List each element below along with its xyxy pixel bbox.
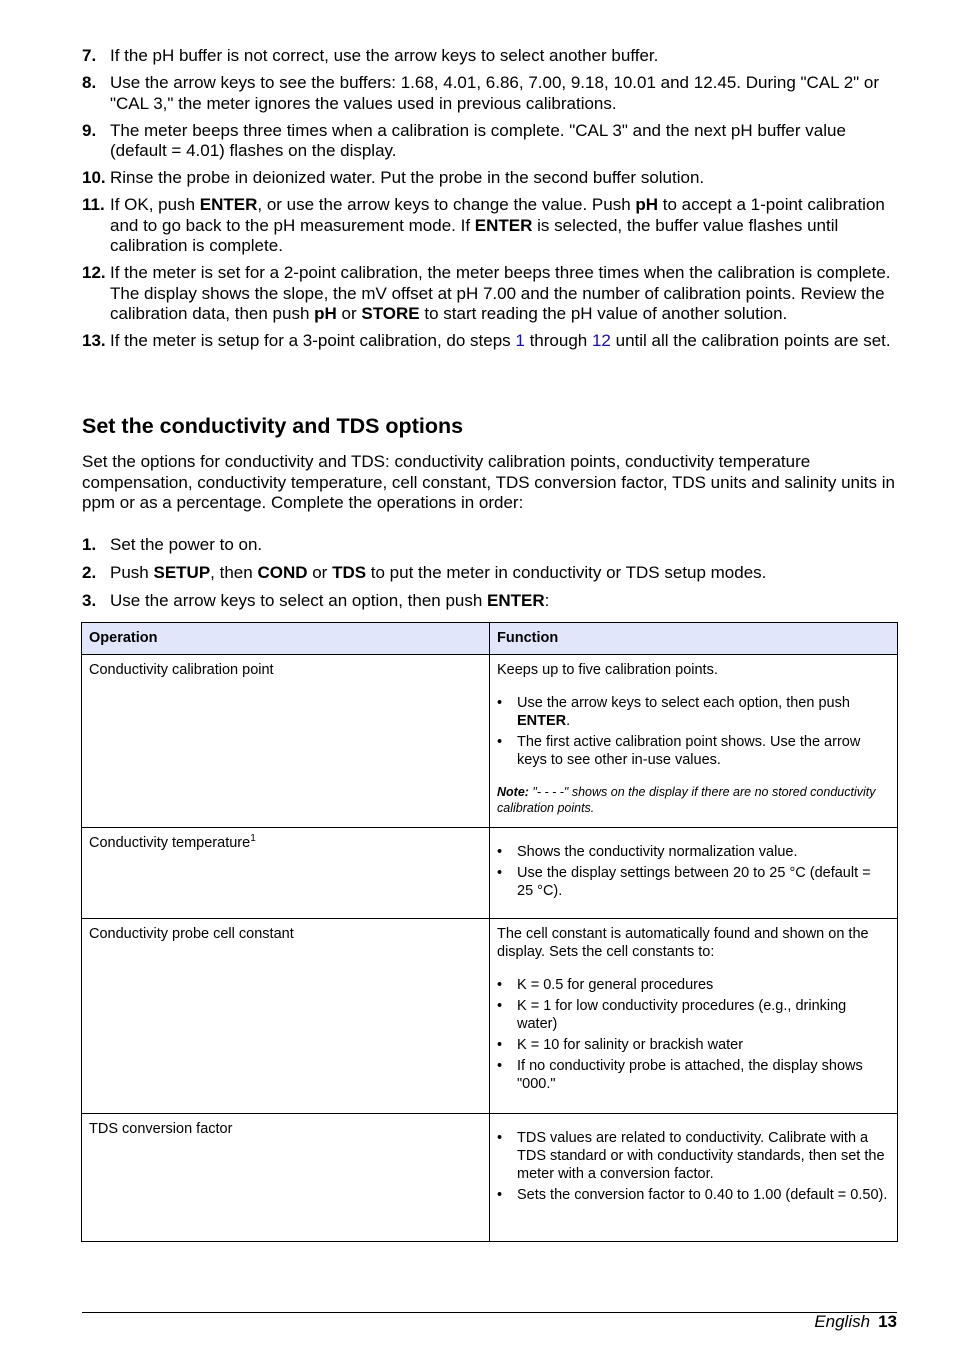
step-number: 7. [82,46,97,65]
key-enter: ENTER [474,215,533,235]
function-lead: The cell constant is automatically found and shown on the display. Sets the cell constants to: [497,926,869,960]
step-item [82,563,897,584]
key-enter: ENTER [487,591,545,610]
function-cell [490,828,898,919]
footer-language: English [814,1312,871,1331]
step-text: If OK, push ENTER, or use the arrow keys to change the value. Push pH to accept a 1-point calibration and to go back to the pH measurement mode. If ENTER is selected, the buffer value flashes until calibration is complete. [110,195,885,255]
step-item [82,73,897,114]
step-12-link[interactable]: 12 [591,331,611,350]
operation-cell: Conductivity probe cell constant [82,919,490,1114]
step-text: If the meter is setup for a 3-point calibration, do steps 1 through 12 until all the calibration points are set. [110,331,891,350]
section-intro: Set the options for conductivity and TDS: conductivity calibration points, conductivity temperature compensation, conductivity temperature, cell constant, TDS conversion factor, TDS units and salinity units in ppm or as a percentage. Complete the operations in order: [82,452,895,512]
step-text: The meter beeps three times when a calibration is complete. "CAL 3" and the next pH buffer value (default = 4.01) flashes on the display. [110,120,846,160]
function-cell [490,1114,898,1242]
bullet-item: • Use the arrow keys to select each option, then push ENTER. [497,695,850,729]
step-item [82,263,897,325]
step-item [82,591,897,612]
bullet-item: • K = 1 for low conductivity procedures (e.g., drinking water) [497,998,847,1032]
page-number: 13 [878,1312,897,1331]
key-setup: SETUP [153,563,211,582]
calibration-steps-list [82,46,897,358]
function-bullets [497,1129,890,1204]
footnote-marker: 1 [250,833,256,845]
step-number: 10. [82,168,106,187]
table-row [82,828,898,919]
bullet-item: • Shows the conductivity normalization value. [497,844,798,860]
bullet-item: • TDS values are related to conductivity. Calibrate with a TDS standard or with conductivity standards, then set the meter with a conversion factor. [497,1130,885,1182]
page-footer [814,1312,897,1332]
step-number: 9. [82,120,97,140]
note-text: "- - - -" shows on the display if there are no stored conductivity calibration points. [497,785,876,815]
step-number: 3. [82,591,97,610]
key-ph: pH [314,304,337,323]
step-text: Set the power to on. [110,535,263,554]
step-item [82,331,897,352]
step-number: 11. [82,195,105,214]
key-store: STORE [361,304,420,323]
function-bullets [497,694,890,769]
step-item [82,168,897,189]
function-bullets [497,843,890,900]
function-lead: Keeps up to five calibration points. [497,662,718,678]
column-header-operation: Operation [82,623,490,655]
step-number: 8. [82,73,97,92]
bullet-item: • The first active calibration point shows. Use the arrow keys to see other in-use values. [497,734,861,768]
bullet-item: • K = 0.5 for general procedures [497,977,714,993]
step-1-link[interactable]: 1 [515,331,525,350]
key-enter: ENTER [199,195,258,214]
key-ph: pH [635,195,659,214]
table-header-row [82,623,898,655]
key-enter: ENTER [517,713,567,729]
function-cell [490,919,898,1114]
note-label: Note: [497,785,529,799]
step-item [82,121,897,162]
step-item [82,535,897,556]
key-tds: TDS [332,563,367,582]
operation-cell: TDS conversion factor [82,1114,490,1242]
step-text: Push SETUP, then COND or TDS to put the meter in conductivity or TDS setup modes. [110,563,767,582]
operation-cell: Conductivity temperature$^1$ [82,828,490,919]
table-row [82,919,898,1114]
step-number: 12. [82,263,106,282]
bullet-item: • K = 10 for salinity or brackish water [497,1037,744,1053]
section-heading: Set the conductivity and TDS options [82,414,464,438]
bullet-item: • Use the display settings between 20 to 25 °C (default = 25 °C). [497,865,871,899]
footer-divider [82,1312,897,1313]
step-number: 2. [82,563,97,582]
options-table [81,622,898,1242]
bullet-item: • If no conductivity probe is attached, the display shows "000." [497,1058,863,1092]
function-cell [490,655,898,828]
bullet-item: • Sets the conversion factor to 0.40 to 1.00 (default = 0.50). [497,1187,888,1203]
step-item [82,46,897,67]
key-cond: COND [257,563,308,582]
step-text: Use the arrow keys to see the buffers: 1.68, 4.01, 6.86, 7.00, 9.18, 10.01 and 12.45. During "CAL 2" or "CAL 3," the meter ignores the values used in previous calibrations. [110,73,880,113]
note [497,784,890,816]
table-row [82,655,898,828]
step-text: Rinse the probe in deionized water. Put the probe in the second buffer solution. [110,168,705,187]
column-header-function: Function [490,623,898,655]
step-text: If the pH buffer is not correct, use the arrow keys to select another buffer. [110,46,659,65]
function-bullets [497,976,890,1093]
step-number: 1. [82,535,97,554]
setup-steps-list [82,535,897,619]
step-item [82,195,897,257]
step-text: Use the arrow keys to select an option, then push ENTER: [110,591,550,610]
operation-cell: Conductivity calibration point [82,655,490,828]
step-text: If the meter is set for a 2-point calibration, the meter beeps three times when the calibration is complete. The display shows the slope, the mV offset at pH 7.00 and the number of calibration points. Review the calibration data, then push pH or STORE to start reading the pH value of another solution. [110,263,891,323]
step-number: 13. [82,331,106,350]
table-row [82,1114,898,1242]
